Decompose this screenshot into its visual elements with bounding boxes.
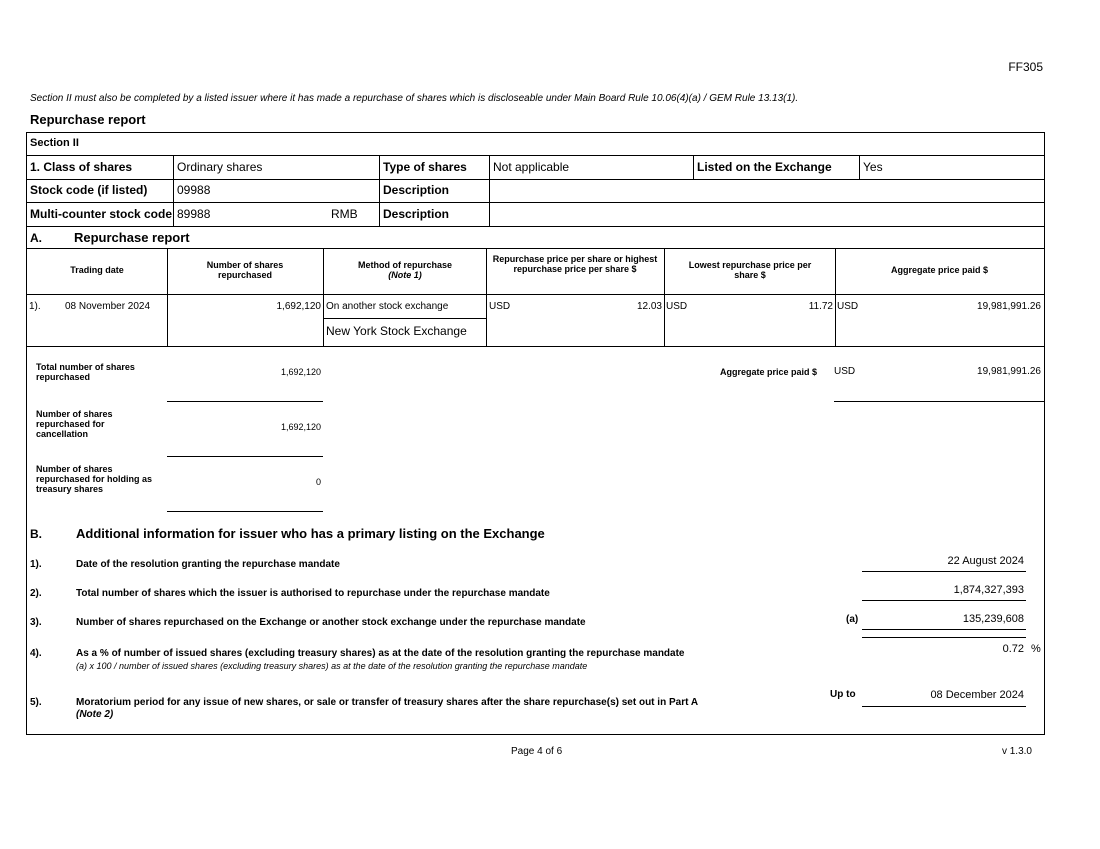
cancellation-label: Number of shares repurchased for cancellation <box>36 409 113 439</box>
stock-code-label: Stock code (if listed) <box>30 183 148 197</box>
divider <box>379 155 380 226</box>
item-index: 1). <box>30 559 42 570</box>
stock-code-value[interactable]: 09988 <box>177 183 211 197</box>
multi-counter-value[interactable]: 89988 <box>177 207 211 221</box>
item-label: Moratorium period for any issue of new shares, or sale or transfer of treasury shares after the share repurchase(s) set out in Part A <box>76 697 699 708</box>
item-label: As a % of number of issued shares (excluding treasury shares) as at the date of the resolution granting the repurchase mandate <box>76 648 685 659</box>
divider <box>693 155 694 179</box>
header-lowest-price: Lowest repurchase price per share $ <box>688 260 812 280</box>
row-index: 1). <box>29 301 41 312</box>
part-b-title: Additional information for issuer who has a primary listing on the Exchange <box>76 526 545 541</box>
divider <box>26 202 1044 203</box>
divider <box>167 248 168 346</box>
divider <box>664 248 665 346</box>
divider <box>167 511 323 512</box>
item-label: Number of shares repurchased on the Exchange or another stock exchange under the repurchase mandate <box>76 617 586 628</box>
item-tag: Up to <box>830 689 856 700</box>
aggregate-total-label: Aggregate price paid $ <box>720 367 818 377</box>
divider <box>862 571 1026 572</box>
row-agg-currency: USD <box>837 301 859 312</box>
item-index: 4). <box>30 648 42 659</box>
intro-note: Section II must also be completed by a listed issuer where it has made a repurchase of shares which is discloseable under Main Board Rule 10.06(4)(a) / GEM Rule 13.13(1). <box>30 93 799 104</box>
row-trading-date[interactable]: 08 November 2024 <box>65 301 151 312</box>
divider <box>862 706 1026 707</box>
divider <box>859 155 860 179</box>
divider <box>26 226 1044 227</box>
row-method[interactable]: On another stock exchange <box>326 301 449 312</box>
divider <box>486 248 487 346</box>
type-value[interactable]: Not applicable <box>493 160 570 174</box>
part-a-title: Repurchase report <box>74 230 190 245</box>
divider <box>862 637 1026 638</box>
header-highest-price: Repurchase price per share or highest repurchase price per share $ <box>492 254 658 274</box>
row-num-shares[interactable]: 1,692,120 <box>276 301 321 312</box>
section-label: Section II <box>30 137 79 149</box>
item-note: (Note 2) <box>76 709 114 720</box>
part-b-letter: B. <box>30 527 42 541</box>
divider <box>167 456 323 457</box>
multi-counter-currency: RMB <box>331 207 358 221</box>
divider <box>173 155 174 226</box>
row-low-currency: USD <box>666 301 688 312</box>
listed-value[interactable]: Yes <box>863 160 883 174</box>
divider <box>26 248 1044 249</box>
divider <box>862 600 1026 601</box>
type-label: Type of shares <box>383 160 467 174</box>
item-index: 3). <box>30 617 42 628</box>
header-trading-date: Trading date <box>70 265 124 275</box>
row-agg-price[interactable]: 19,981,991.26 <box>977 301 1041 312</box>
item-label: Date of the resolution granting the repurchase mandate <box>76 559 340 570</box>
aggregate-total-value[interactable]: 19,981,991.26 <box>977 366 1041 377</box>
row-high-currency: USD <box>489 301 511 312</box>
authorised-shares-value[interactable]: 1,874,327,393 <box>953 584 1024 596</box>
row-low-price[interactable]: 11.72 <box>808 301 833 312</box>
divider <box>323 318 486 319</box>
repurchased-shares-value[interactable]: 135,239,608 <box>962 613 1024 625</box>
row-high-price[interactable]: 12.03 <box>636 301 662 312</box>
header-method: Method of repurchase <box>357 260 452 270</box>
total-shares-value[interactable]: 1,692,120 <box>280 367 321 377</box>
description-label: Description <box>383 207 450 221</box>
header-aggregate: Aggregate price paid $ <box>890 265 989 275</box>
aggregate-total-currency: USD <box>834 366 856 377</box>
divider <box>26 294 1044 295</box>
class-label: 1. Class of shares <box>30 160 133 174</box>
row-exchange[interactable]: New York Stock Exchange <box>326 324 467 338</box>
resolution-date-value[interactable]: 22 August 2024 <box>947 555 1024 567</box>
percentage-value[interactable]: 0.72 <box>1002 643 1024 655</box>
divider <box>26 346 1044 347</box>
divider <box>862 629 1026 630</box>
item-index: 2). <box>30 588 42 599</box>
divider <box>26 179 1044 180</box>
divider <box>489 155 490 226</box>
report-title: Repurchase report <box>30 112 146 127</box>
header-num-shares: Number of shares repurchased <box>206 260 284 280</box>
part-a-letter: A. <box>30 231 42 245</box>
description-label: Description <box>383 183 450 197</box>
listed-label: Listed on the Exchange <box>697 160 832 174</box>
header-method-note: (Note 1) <box>388 270 422 280</box>
version: v 1.3.0 <box>1001 746 1032 757</box>
divider <box>167 401 323 402</box>
divider <box>835 248 836 346</box>
percent-unit: % <box>1031 643 1041 655</box>
item-index: 5). <box>30 697 42 708</box>
treasury-label: Number of shares repurchased for holding as treasury shares <box>36 464 153 494</box>
form-code: FF305 <box>1008 60 1043 74</box>
class-value[interactable]: Ordinary shares <box>177 160 263 174</box>
page-number: Page 4 of 6 <box>511 746 563 757</box>
divider <box>26 155 1044 156</box>
moratorium-date-value[interactable]: 08 December 2024 <box>930 689 1024 701</box>
item-label: Total number of shares which the issuer is authorised to repurchase under the repurchase mandate <box>76 588 550 599</box>
item-sublabel: (a) x 100 / number of issued shares (excluding treasury shares) as at the date of the resolution granting the repurchase mandate <box>76 661 588 671</box>
multi-counter-label: Multi-counter stock code <box>30 207 173 221</box>
divider <box>834 401 1044 402</box>
total-shares-label: Total number of shares repurchased <box>36 362 135 382</box>
treasury-value[interactable]: 0 <box>315 477 321 487</box>
cancellation-value[interactable]: 1,692,120 <box>280 422 321 432</box>
item-tag: (a) <box>846 614 859 625</box>
